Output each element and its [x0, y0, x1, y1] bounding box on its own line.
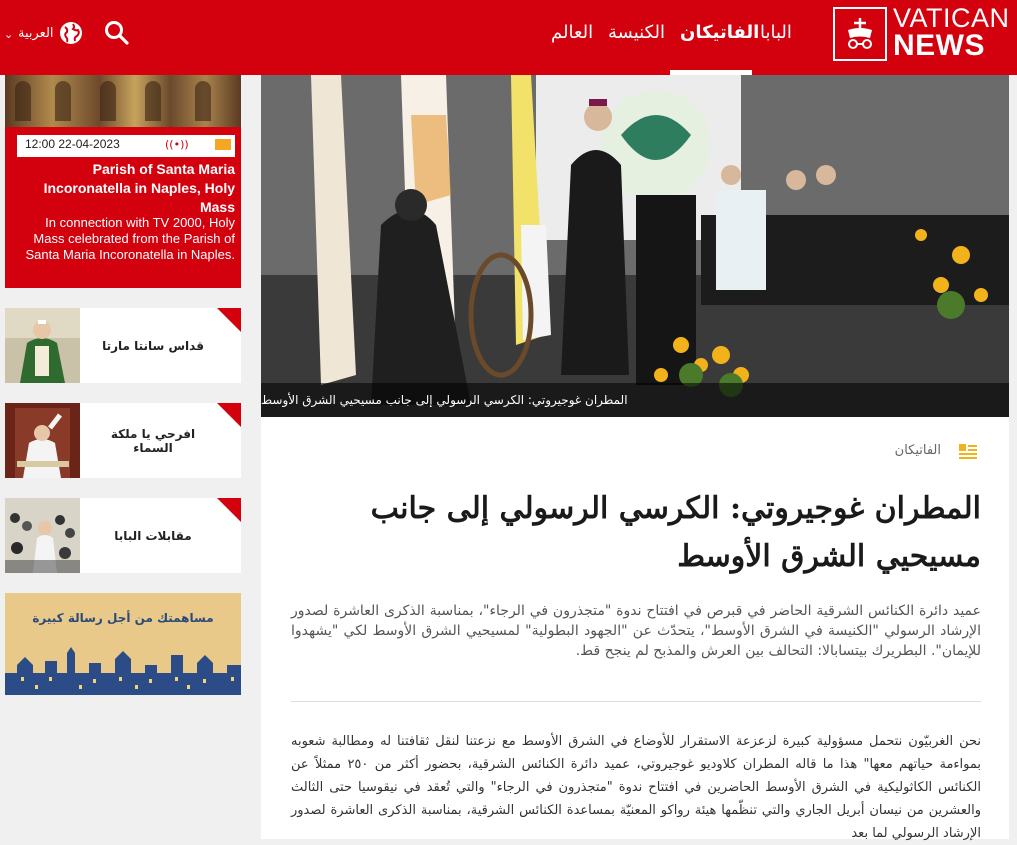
corner-marker	[217, 403, 241, 427]
logo-line-1: VATICAN	[893, 3, 1010, 33]
side-card-label: مقابلات البابا	[114, 528, 192, 543]
language-selector[interactable]: العربية	[18, 26, 54, 41]
church-interior-thumbnail	[5, 75, 241, 127]
conference-photo-illustration	[261, 75, 1009, 417]
chevron-down-icon[interactable]: ⌄	[4, 28, 14, 41]
side-card-regina-caeli[interactable]	[5, 403, 241, 478]
video-camera-icon	[215, 139, 231, 150]
side-card-label: افرحي يا ملكة السماء	[110, 426, 196, 455]
pope-window-thumbnail	[5, 403, 80, 478]
pope-mass-thumbnail	[5, 308, 80, 383]
town-skyline-illustration	[5, 643, 241, 695]
nav-vatican[interactable]: الفاتيكان	[680, 22, 760, 43]
article-title: المطران غوجيروتي: الكرسي الرسولي إلى جانب مسيحيي الشرق الأوسط	[370, 491, 981, 574]
live-signal-icon: ((•))	[165, 138, 189, 151]
article-body: نحن الغربيّون نتحمل مسؤولية كبيرة لزعزعة الاستقرار للأوضاع في الشرق الأوسط مع نزعتنا لنقل ثقافتنا له ومطالبة شعوبه بمواءمة حياتهم معها" هذا ما قاله المطران كلاوديو غوجيروتي، عميد دائرة الكنائس الشرقية، بحضور أكثر من ٢٥٠ ممثلاً عن الكنائس الكاثوليكية في الشرق الأوسط الحاضرين في افتتاح ندوة "متجذرون في الرجاء" والتي تُعقد في نيقوسيا حتى الثالث والعشرين من نيسان أبريل الجاري والتي تنظّمها هيئة رواكو المعنيّة بمساعدة الكنائس الشرقية، بمناسبة الذكرى العاشرة لصدور الإرشاد الرسولي لما بعد	[291, 734, 982, 841]
live-broadcast-card[interactable]	[5, 75, 241, 288]
logo-line-2: NEWS	[893, 29, 985, 62]
site-logo-text[interactable]	[893, 3, 1010, 62]
section-icon	[959, 444, 977, 460]
search-icon[interactable]	[104, 20, 130, 46]
nav-pope[interactable]: البابا	[760, 22, 792, 43]
hero-photo[interactable]	[261, 75, 1009, 417]
side-card-santa-marta[interactable]	[5, 308, 241, 383]
side-card-label: قداس سانتا مارتا	[102, 338, 204, 353]
pope-audience-thumbnail	[5, 498, 80, 573]
promo-label: مساهمتك من أجل رسالة كبيرة	[32, 611, 214, 625]
vatican-news-logo-icon[interactable]	[833, 7, 887, 61]
globe-icon[interactable]	[58, 20, 84, 46]
category-label[interactable]: الفاتيكان	[894, 443, 941, 458]
side-card-general-audiences[interactable]	[5, 498, 241, 573]
corner-marker	[217, 498, 241, 522]
donation-promo-banner[interactable]	[5, 593, 241, 695]
live-title[interactable]: Parish of Santa Maria Incoronatella in Naples, Holy Mass	[43, 161, 235, 215]
top-header	[0, 0, 1017, 75]
article-content	[261, 417, 1009, 839]
corner-marker	[217, 308, 241, 332]
article-lead: عميد دائرة الكنائس الشرقية الحاضر في قبرص في افتتاح ندوة "متجذرون في الرجاء"، بمناسبة الذكرى العاشرة لصدور الإرشاد الرسولي "الكنيسة في الشرق الأوسط"، يتحدّث عن "الجهود البطولية" لمسيحيي الشرق الأوسط لكي "يشهدوا للإيمان". البطريرك بيتسابالا: التحالف بين العرش والمذبح لم ينجح قط.	[291, 603, 981, 659]
divider	[291, 701, 981, 702]
live-description: In connection with TV 2000, Holy Mass celebrated from the Parish of Santa Maria Incoronatella in Naples.	[25, 215, 235, 262]
nav-world[interactable]: العالم	[551, 22, 594, 43]
broadcast-datetime: 12:00 22-04-2023	[25, 137, 120, 151]
hero-caption: المطران غوجيروتي: الكرسي الرسولي إلى جانب مسيحيي الشرق الأوسط	[261, 383, 1009, 417]
nav-church[interactable]: الكنيسة	[608, 22, 665, 43]
